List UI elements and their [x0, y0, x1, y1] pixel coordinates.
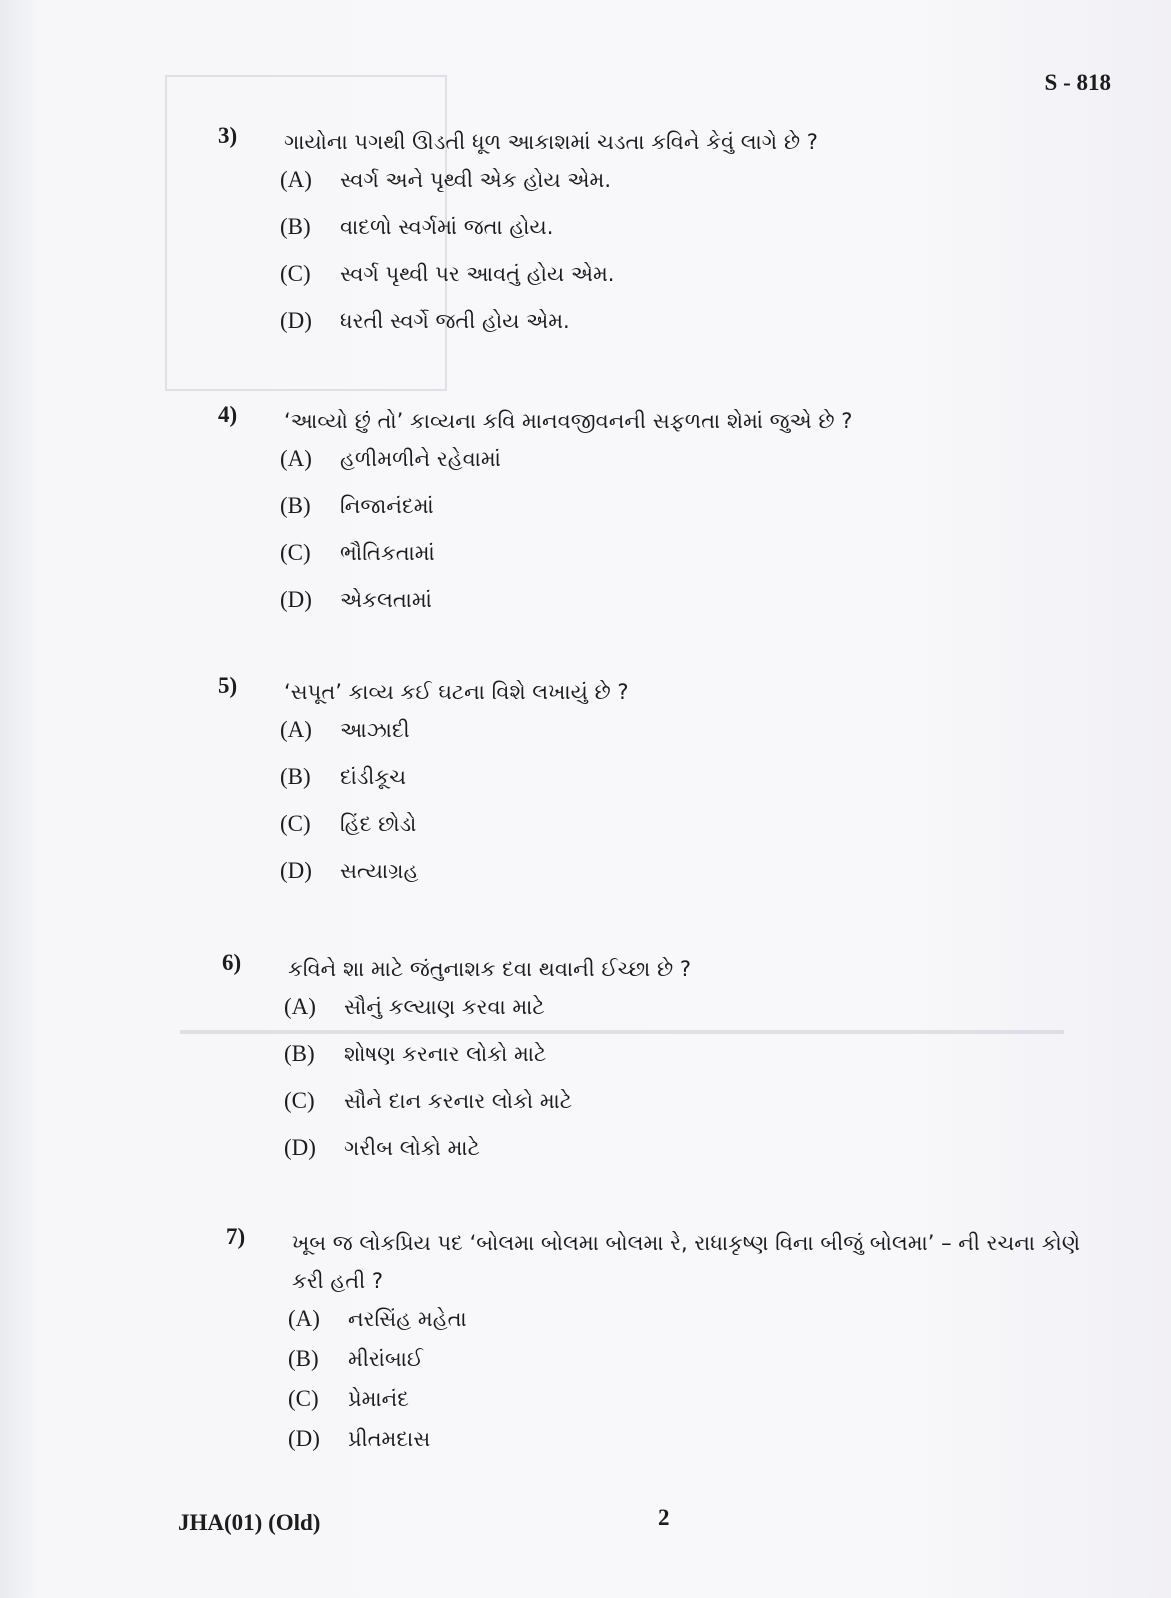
- option-c: [280, 540, 1098, 587]
- option-label: (A): [288, 1306, 320, 1331]
- footer-paper-code: JHA(01) (Old): [178, 1510, 321, 1535]
- option-label: (D): [280, 858, 312, 883]
- option-text: સ્વર્ગ અને પૃથ્વી એક હોય એમ.: [340, 168, 612, 192]
- option-text: ગરીબ લોકો માટે: [344, 1136, 480, 1160]
- option-text: સૌને દાન કરનાર લોકો માટે: [344, 1089, 573, 1113]
- option-label: (B): [280, 493, 311, 518]
- question-text: ખૂબ જ લોકપ્રિય પદ ‘બોલમા બોલમા બોલમા રે, રાધાકૃષ્ણ વિના બીજું બોલમા’ – ની રચના કોણે કરી હતી ?: [292, 1231, 1081, 1293]
- option-a: [280, 167, 1098, 214]
- option-text: સ્વર્ગ પૃથ્વી પર આવતું હોય એમ.: [340, 262, 615, 286]
- option-d: [280, 587, 1098, 634]
- option-list: [288, 1306, 1096, 1466]
- page-number: 2: [658, 1505, 670, 1530]
- question-number: 5): [218, 673, 238, 698]
- option-text: મીરાંબાઈ: [348, 1347, 424, 1371]
- option-b: [280, 493, 1098, 540]
- option-a: [280, 717, 1098, 764]
- option-a: [288, 1306, 1096, 1346]
- question-4: [218, 402, 1098, 634]
- option-text: દાંડીકૂચ: [340, 765, 407, 789]
- option-c: [284, 1088, 1102, 1135]
- option-b: [284, 1041, 1102, 1088]
- question-text: ગાયોના પગથી ઊડતી ધૂળ આકાશમાં ચડતા કવિને કેવું લાગે છે ?: [284, 130, 818, 154]
- option-label: (C): [280, 261, 311, 286]
- option-label: (A): [280, 167, 312, 192]
- option-label: (C): [280, 540, 311, 565]
- question-number: 3): [218, 123, 238, 148]
- option-label: (A): [280, 717, 312, 742]
- option-text: સૌનું કલ્યાણ કરવા માટે: [344, 995, 545, 1019]
- question-text: ‘આવ્યો છું તો’ કાવ્યના કવિ માનવજીવનની સફળતા શેમાં જુએ છે ?: [284, 409, 853, 433]
- option-list: [280, 167, 1098, 355]
- option-label: (D): [280, 587, 312, 612]
- option-c: [280, 261, 1098, 308]
- option-c: [288, 1386, 1096, 1426]
- option-text: પ્રેમાનંદ: [348, 1387, 409, 1411]
- option-b: [288, 1346, 1096, 1386]
- option-label: (A): [284, 994, 316, 1019]
- option-text: એકલતામાં: [340, 588, 432, 612]
- option-text: ભૌતિકતામાં: [340, 541, 435, 565]
- question-5: [218, 673, 1098, 905]
- option-text: નરસિંહ મહેતા: [348, 1307, 467, 1331]
- paper-code: S - 818: [1044, 70, 1111, 95]
- question-text: ‘સપૂત’ કાવ્ય કઈ ઘટના વિશે લખાયું છે ?: [284, 680, 629, 704]
- option-list: [280, 717, 1098, 905]
- option-text: સત્યાગ્રહ: [340, 859, 419, 883]
- question-number: 7): [226, 1224, 246, 1249]
- option-label: (B): [284, 1041, 315, 1066]
- option-d: [288, 1426, 1096, 1466]
- option-label: (B): [280, 214, 311, 239]
- option-label: (A): [280, 446, 312, 471]
- option-c: [280, 811, 1098, 858]
- question-3: [218, 123, 1098, 355]
- option-list: [280, 446, 1098, 634]
- option-b: [280, 214, 1098, 261]
- option-label: (C): [288, 1386, 319, 1411]
- question-6: [222, 950, 1102, 1182]
- option-d: [280, 858, 1098, 905]
- option-label: (C): [284, 1088, 315, 1113]
- option-list: [284, 994, 1102, 1182]
- question-text: કવિને શા માટે જંતુનાશક દવા થવાની ઈચ્છા છે ?: [288, 957, 692, 981]
- option-text: આઝાદી: [340, 718, 410, 742]
- option-d: [284, 1135, 1102, 1182]
- option-text: ધરતી સ્વર્ગે જતી હોય એમ.: [340, 309, 570, 333]
- option-label: (B): [280, 764, 311, 789]
- option-a: [280, 446, 1098, 493]
- option-b: [280, 764, 1098, 811]
- option-text: નિજાનંદમાં: [340, 494, 434, 518]
- option-label: (C): [280, 811, 311, 836]
- option-a: [284, 994, 1102, 1041]
- option-text: વાદળો સ્વર્ગમાં જતા હોય.: [340, 215, 554, 239]
- question-number: 6): [222, 950, 242, 975]
- question-7: [226, 1224, 1096, 1466]
- option-d: [280, 308, 1098, 355]
- option-label: (B): [288, 1346, 319, 1371]
- option-text: હિંદ છોડો: [340, 812, 417, 836]
- option-label: (D): [288, 1426, 320, 1451]
- option-label: (D): [280, 308, 312, 333]
- question-number: 4): [218, 402, 238, 427]
- option-label: (D): [284, 1135, 316, 1160]
- option-text: હળીમળીને રહેવામાં: [340, 447, 501, 471]
- option-text: પ્રીતમદાસ: [348, 1427, 431, 1451]
- option-text: શોષણ કરનાર લોકો માટે: [344, 1042, 547, 1066]
